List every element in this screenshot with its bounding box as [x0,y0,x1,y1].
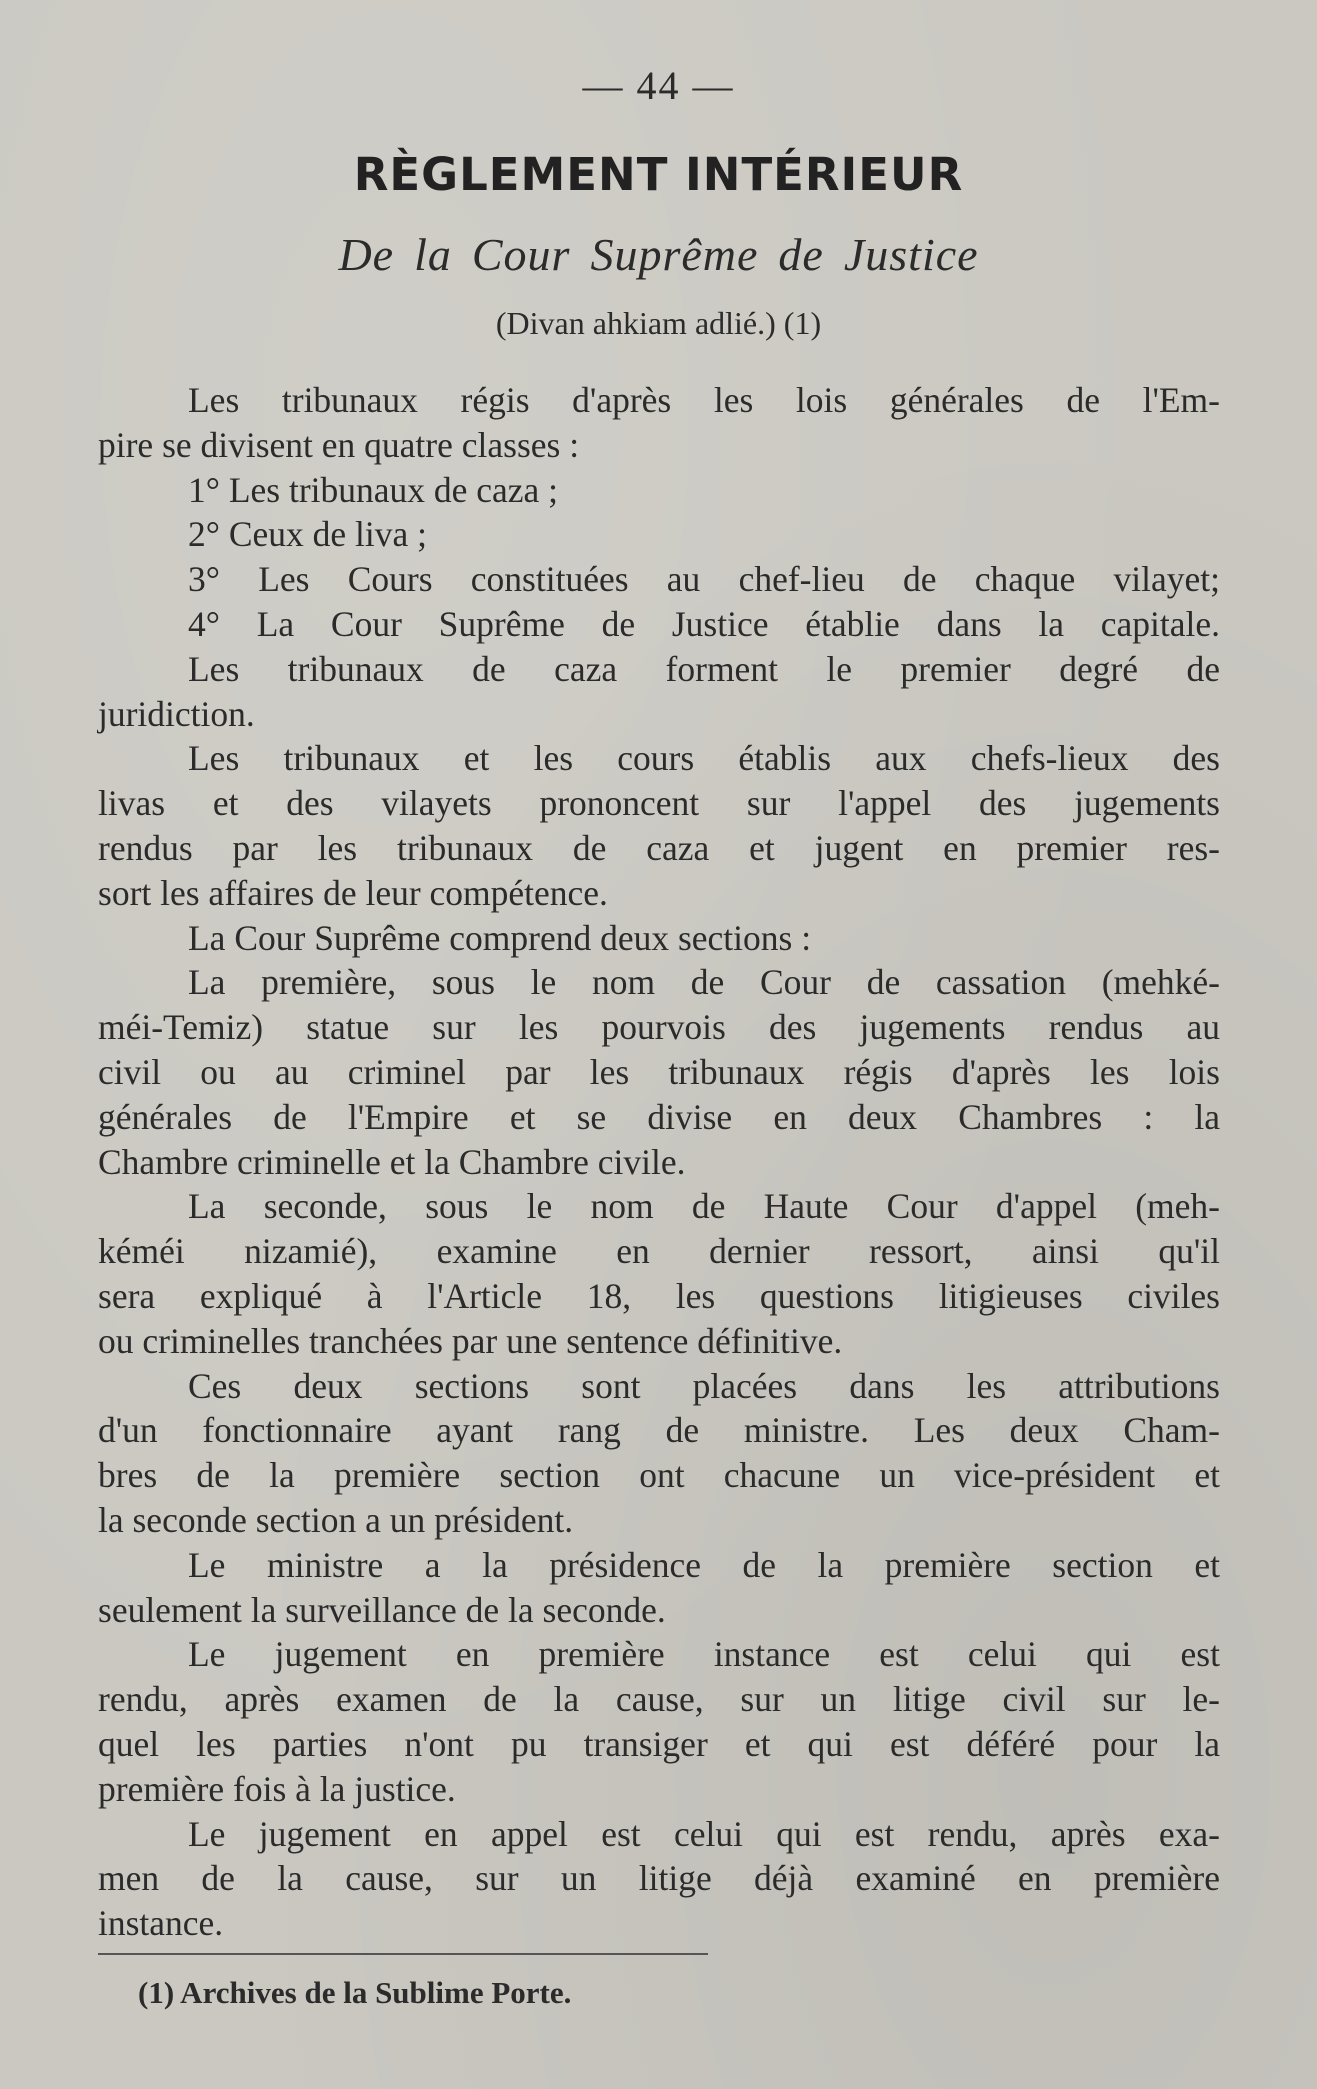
footnote: (1) Archives de la Sublime Porte. [138,1975,572,2010]
subtitle-word: Justice [843,229,979,280]
subtitle-word: Cour [471,229,571,280]
text-line: ou criminelles tranchées par une sentence définitive. [98,1320,843,1361]
subtitle [0,228,1317,281]
text-line: Les tribunaux régis d'après les lois générales de l'Em- [188,380,1220,420]
text-line: 2° Ceux de liva ; [188,514,427,555]
text-line: seulement la surveillance de la seconde. [98,1589,666,1630]
text-line: quel les parties n'ont pu transiger et qui est déféré pour la [98,1723,1220,1764]
text-line: Les tribunaux de caza forment le premier degré de [188,648,1220,689]
text-line: 1° Les tribunaux de caza ; [188,469,559,510]
text-line: Ces deux sections sont placées dans les attributions [188,1365,1220,1406]
text-line: 3° Les Cours constituées au chef-lieu de chaque vilayet; [188,559,1220,600]
text-line: bres de la première section ont chacune un vice-président et [98,1455,1220,1496]
page-title: RÈGLEMENT INTÉRIEUR [353,148,964,201]
text-line: rendu, après examen de la cause, sur un litige civil sur le- [98,1679,1220,1720]
subtitle-word: Suprême [590,229,759,280]
text-line: méi-Temiz) statue sur les pourvois des jugements rendus au [98,1007,1220,1048]
footnote-rule [98,1953,708,1955]
text-line: Le jugement en appel est celui qui est rendu, après exa- [188,1813,1220,1854]
text-line: La première, sous le nom de Cour de cassation (mehké- [188,962,1220,1003]
text-line: Le jugement en première instance est celui qui est [188,1634,1220,1675]
text-line: 4° La Cour Suprême de Justice établie dans la capitale. [188,603,1220,644]
text-line: Chambre criminelle et la Chambre civile. [98,1141,686,1182]
text-line: juridiction. [98,693,255,734]
text-line: men de la cause, sur un litige déjà examiné en première [98,1858,1220,1899]
body-text [98,378,1220,1946]
subtitle-word: de [778,229,824,280]
text-line: livas et des vilayets prononcent sur l'appel des jugements [98,783,1220,824]
text-line: Les tribunaux et les cours établis aux chefs-lieux des [188,738,1220,779]
text-line: La Cour Suprême comprend deux sections : [188,917,812,958]
text-line: générales de l'Empire et se divise en deux Chambres : la [98,1096,1220,1137]
text-line: instance. [98,1903,224,1944]
text-line: sera expliqué à l'Article 18, les questions litigieuses civiles [98,1275,1220,1316]
text-line: sort les affaires de leur compétence. [98,872,608,913]
subtitle-word: la [414,229,452,280]
text-line: rendus par les tribunaux de caza et jugent en premier res- [98,827,1220,868]
text-line: d'un fonctionnaire ayant rang de ministre. Les deux Cham- [98,1410,1220,1451]
text-line: civil ou au criminel par les tribunaux régis d'après les lois [98,1051,1220,1092]
text-line: La seconde, sous le nom de Haute Cour d'appel (meh- [188,1186,1220,1227]
text-line: pire se divisent en quatre classes : [98,424,580,465]
text-line: Le ministre a la présidence de la première section et [188,1544,1220,1585]
divan-note: (Divan ahkiam adlié.) (1) [495,305,822,341]
page-number: — 44 — [582,63,735,108]
text-line: la seconde section a un président. [98,1499,574,1540]
text-line: première fois à la justice. [98,1768,456,1809]
text-line: kéméi nizamié), examine en dernier ressort, ainsi qu'il [98,1231,1220,1272]
subtitle-word: De [338,229,395,280]
